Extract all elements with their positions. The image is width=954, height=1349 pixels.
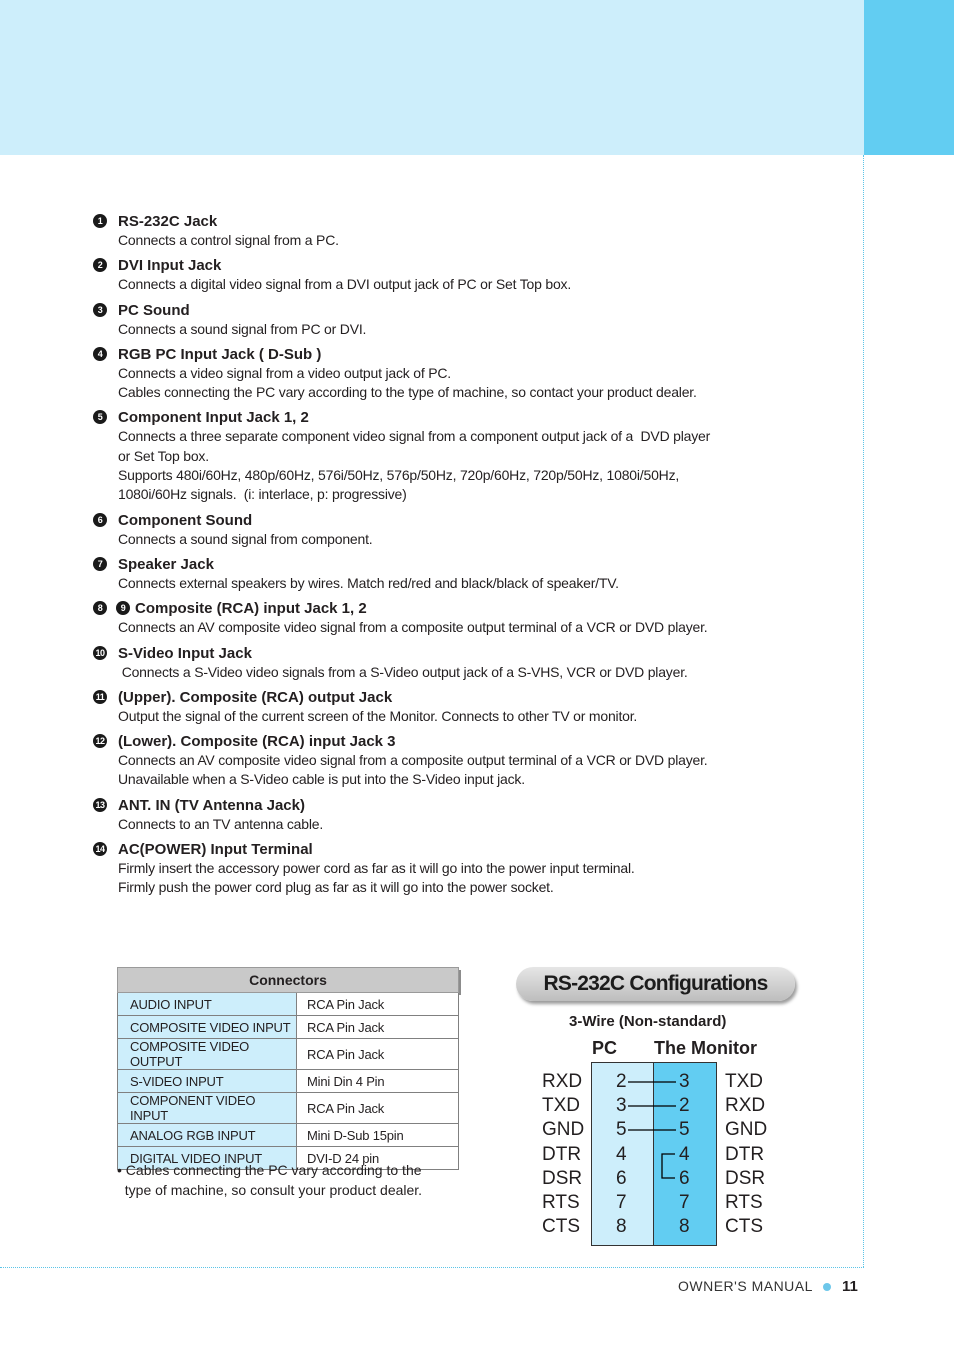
right-dotted-border [863, 155, 864, 1267]
connector-name: COMPONENT VIDEO INPUT [118, 1093, 297, 1124]
item-number-badge: 9 [116, 601, 130, 615]
connector-type: RCA Pin Jack [297, 1039, 459, 1070]
monitor-signal: GND [725, 1119, 768, 1141]
connector-type: Mini D-Sub 15pin [297, 1124, 459, 1147]
monitor-pin-number: 7 [679, 1192, 690, 1214]
pc-signal: DSR [542, 1167, 583, 1189]
connectors-header: Connectors [118, 968, 459, 993]
item-number-badge: 13 [93, 798, 107, 812]
table-row [118, 1093, 459, 1124]
item-description: Connects a digital video signal from a DVI output jack of PC or Set Top box. [118, 276, 572, 293]
monitor-signal-list [725, 1070, 767, 1239]
pc-pin-number: 3 [616, 1095, 627, 1117]
item-number-badge: 4 [93, 347, 107, 361]
page-number: 11 [842, 1278, 858, 1295]
monitor-signal: RXD [725, 1095, 766, 1117]
item-description: Output the signal of the current screen of the Monitor. Connects to other TV or monitor. [118, 707, 638, 724]
jack-item [93, 840, 753, 898]
item-description: Connects an AV composite video signal from a composite output terminal of a VCR or DVD player. [118, 752, 708, 769]
wire-subtitle: 3-Wire (Non-standard) [569, 1013, 727, 1030]
connector-type: DVI-D 24 pin [297, 1147, 459, 1170]
connector-name: ANALOG RGB INPUT [118, 1124, 297, 1147]
jack-item [93, 408, 753, 504]
item-number-badge: 5 [93, 410, 107, 424]
connector-name: AUDIO INPUT [118, 993, 297, 1016]
pc-signal: CTS [542, 1216, 580, 1238]
item-description: Firmly push the power cord plug as far as it will go into the power socket. [118, 879, 554, 896]
item-number-badge: 2 [93, 258, 107, 272]
item-title: Speaker Jack [118, 555, 214, 573]
connector-name: DIGITAL VIDEO INPUT [118, 1147, 297, 1170]
item-number-badge: 7 [93, 557, 107, 571]
connector-type: RCA Pin Jack [297, 1016, 459, 1039]
table-row [118, 1124, 459, 1147]
table-row [118, 1070, 459, 1093]
pc-signal: RXD [542, 1071, 583, 1092]
jack-item [93, 599, 753, 637]
table-row [118, 993, 459, 1016]
item-title: DVI Input Jack [118, 257, 222, 275]
item-description: Connects external speakers by wires. Match red/red and black/black of speaker/TV. [118, 574, 619, 591]
jack-item [93, 256, 753, 294]
jack-item [93, 732, 753, 790]
pc-pin-number: 2 [616, 1071, 627, 1092]
monitor-pin-number: 8 [679, 1216, 690, 1238]
connector-type: RCA Pin Jack [297, 1093, 459, 1124]
item-title: (Lower). Composite (RCA) input Jack 3 [118, 733, 396, 751]
table-row [118, 1016, 459, 1039]
item-description: Connects a control signal from a PC. [118, 232, 339, 248]
pc-column-label: PC [592, 1038, 618, 1058]
monitor-signal: TXD [725, 1071, 763, 1092]
item-number-badge: 1 [93, 214, 107, 228]
connector-name: COMPOSITE VIDEO OUTPUT [118, 1039, 297, 1070]
jack-item [93, 511, 753, 549]
item-title: (Upper). Composite (RCA) output Jack [118, 688, 393, 706]
monitor-signal: DSR [725, 1167, 766, 1189]
item-title: RGB PC Input Jack ( D-Sub ) [118, 345, 322, 363]
pc-pin-number: 8 [616, 1216, 627, 1238]
item-description: Connects a sound signal from PC or DVI. [118, 320, 367, 337]
jack-item [93, 688, 753, 726]
item-title: ANT. IN (TV Antenna Jack) [118, 796, 305, 814]
connector-type: Mini Din 4 Pin [297, 1070, 459, 1093]
jack-item [93, 555, 753, 593]
wire-connection-lines [616, 1070, 686, 1250]
footer-dot [823, 1283, 831, 1291]
connector-name: COMPOSITE VIDEO INPUT [118, 1016, 297, 1039]
connector-type: RCA Pin Jack [297, 993, 459, 1016]
jack-item [93, 644, 753, 682]
pc-signal: GND [542, 1119, 585, 1141]
item-number-badge: 14 [93, 842, 107, 856]
item-number-badge: 6 [93, 513, 107, 527]
footer-label: OWNER'S MANUAL [678, 1278, 813, 1294]
rs232-title: RS-232C Configurations [516, 967, 795, 1001]
monitor-pin-number: 2 [679, 1095, 690, 1117]
item-title: AC(POWER) Input Terminal [118, 841, 313, 859]
item-description: Cables connecting the PC vary according to the type of machine, so contact your product dealer. [118, 384, 697, 401]
item-description: Connects to an TV antenna cable. [118, 815, 324, 832]
pc-signal-list [542, 1070, 584, 1239]
item-description: Connects a video signal from a video output jack of PC. [118, 364, 451, 381]
monitor-pin-number: 3 [679, 1071, 690, 1092]
loopback-bracket [662, 1154, 675, 1178]
monitor-pin-number: 4 [679, 1143, 690, 1165]
item-description: Connects a S-Video video signals from a S-Video output jack of a S-VHS, VCR or DVD player. [118, 663, 688, 680]
item-description: Connects an AV composite video signal from a composite output terminal of a VCR or DVD player. [118, 619, 708, 636]
pc-pin-number: 6 [616, 1167, 627, 1189]
table-header-row [118, 968, 459, 993]
connectors-table [117, 967, 459, 1170]
item-description: 1080i/60Hz signals. (i: interlace, p: progressive) [118, 486, 407, 503]
header-tab [864, 0, 954, 155]
jack-description-list [93, 212, 753, 904]
item-description: Unavailable when a S-Video cable is put into the S-Video input jack. [118, 771, 525, 788]
header-band [0, 0, 864, 155]
item-title: RS-232C Jack [118, 213, 218, 230]
bottom-dotted-border [0, 1267, 864, 1268]
item-description: Supports 480i/60Hz, 480p/60Hz, 576i/50Hz, 576p/50Hz, 720p/60Hz, 720p/50Hz, 1080i/50Hz, [118, 467, 680, 484]
jack-item [93, 212, 753, 250]
monitor-pin-number: 5 [679, 1119, 690, 1141]
item-title: Composite (RCA) input Jack 1, 2 [135, 600, 367, 618]
monitor-signal: RTS [725, 1192, 763, 1214]
item-title: S-Video Input Jack [118, 644, 252, 662]
table-row [118, 1039, 459, 1070]
item-number-badge: 3 [93, 303, 107, 317]
item-title: Component Input Jack 1, 2 [118, 409, 309, 427]
jack-item [93, 345, 753, 403]
pc-signal: TXD [542, 1095, 580, 1117]
item-description: or Set Top box. [118, 447, 209, 464]
jack-item [93, 301, 753, 339]
item-number-badge: 8 [93, 601, 107, 615]
item-description: Firmly insert the accessory power cord as far as it will go into the power input terminal. [118, 860, 635, 877]
item-title: PC Sound [118, 301, 190, 319]
item-number-badge: 12 [93, 734, 107, 748]
pc-pin-number: 7 [616, 1192, 627, 1214]
connector-name: S-VIDEO INPUT [118, 1070, 297, 1093]
pc-signal: RTS [542, 1192, 580, 1214]
item-description: Connects a three separate component video signal from a component output jack of a DVD player [118, 428, 711, 445]
cable-note: • Cables connecting the PC vary according to the type of machine, so consult your product dealer. [117, 1162, 423, 1198]
monitor-column-label: The Monitor [654, 1038, 757, 1058]
jack-item [93, 796, 753, 834]
item-number-badge: 11 [93, 690, 107, 704]
monitor-signal: CTS [725, 1216, 763, 1238]
pc-pin-number: 4 [616, 1143, 627, 1165]
item-description: Connects a sound signal from component. [118, 530, 373, 547]
item-number-badge: 10 [93, 646, 107, 660]
item-title: Component Sound [118, 511, 253, 529]
pc-signal: DTR [542, 1143, 582, 1165]
pc-pin-number: 5 [616, 1119, 627, 1141]
monitor-signal: DTR [725, 1143, 765, 1165]
monitor-pin-number: 6 [679, 1167, 690, 1189]
